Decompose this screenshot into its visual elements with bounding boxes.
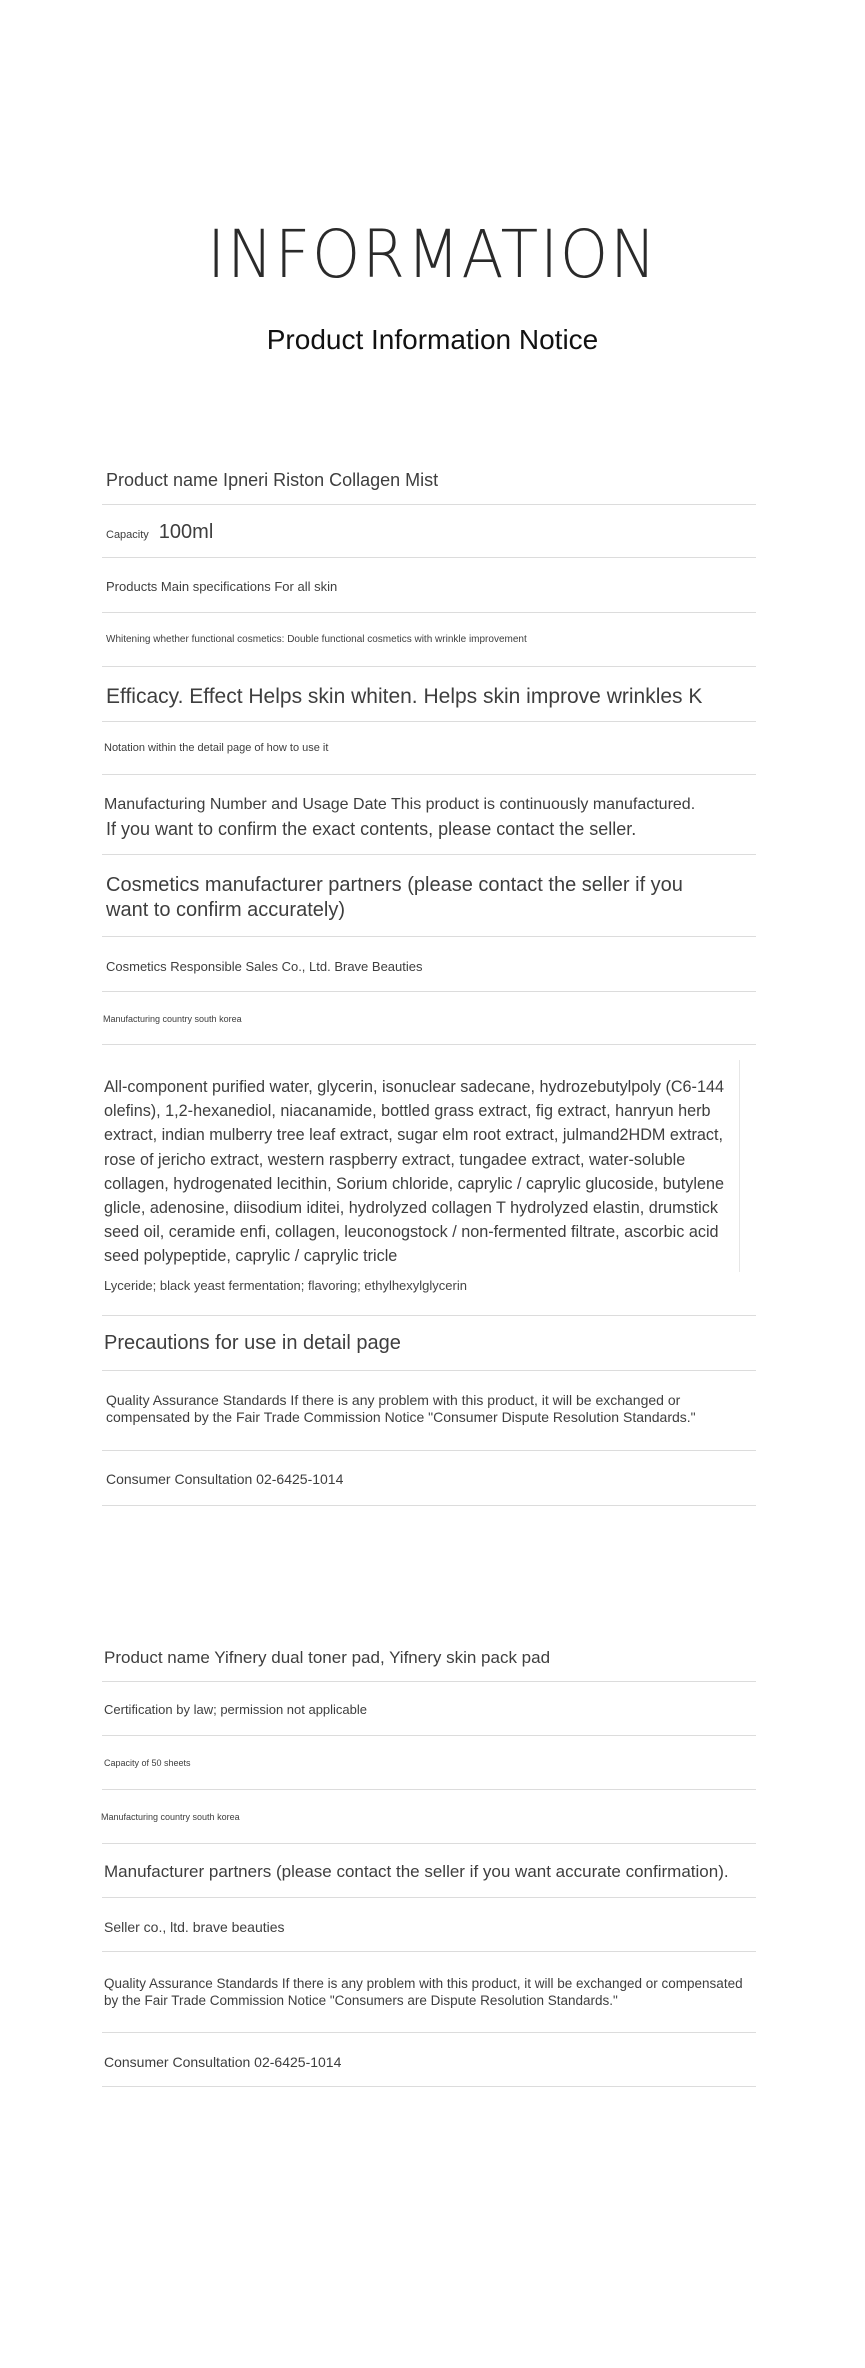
p1-responsible-sales-row xyxy=(102,937,756,992)
p2-manufacturer: Manufacturer partners (please contact the seller if you want accurate confirmation). xyxy=(104,1862,729,1881)
p2-manufacturer-row xyxy=(102,1844,756,1898)
p1-manufacturing-row xyxy=(102,775,756,855)
p2-seller: Seller co., ltd. brave beauties xyxy=(104,1919,285,1935)
p2-certification: Certification by law; permission not applicable xyxy=(104,1702,368,1717)
p1-country-row xyxy=(102,992,756,1045)
p1-consultation-row xyxy=(102,1451,756,1506)
p2-quality-row xyxy=(102,1952,756,2033)
p1-notation: Notation within the detail page of how to use it xyxy=(104,742,329,754)
p2-product-name-row xyxy=(102,1625,756,1682)
p1-capacity-value: 100ml xyxy=(158,521,214,543)
p1-precautions: Precautions for use in detail page xyxy=(104,1332,401,1354)
p1-ingredients: All-component purified water, glycerin, isonuclear sadecane, hydrozebutylpoly (C6-144 olefins), 1,2-hexanediol, niacanamide, bottled grass extract, fig extract, hanryun herb extract, indian mulberry tree leaf extract, sugar elm root extract, julmand2HDM extract, rose of jericho extract, western raspberry extract, tungadee extract, water-soluble collagen, hydrogenated lecithin, Sorium chloride, caprylic / caprylic glucoside, butylene glicle, adenosine, diisodium iditei, hydrolyzed collagen T hydrolyzed elastin, drumstick seed oil, ceramide enfi, collagen, leuconogstock / non-fermented filtrate, ascorbic acid seed polypeptide, caprylic / caprylic tricle xyxy=(104,1078,724,1266)
p2-quality: Quality Assurance Standards If there is any problem with this product, it will be exchanged or compensated by the Fair Trade Commission Notice "Consumers are Dispute Resolution Standards." xyxy=(104,1976,743,2008)
p2-capacity-row xyxy=(102,1736,756,1790)
p1-capacity xyxy=(106,520,756,544)
p1-responsible-sales: Cosmetics Responsible Sales Co., Ltd. Brave Beauties xyxy=(106,959,423,974)
p1-product-name-row xyxy=(102,452,756,505)
p2-product-name: Product name Yifnery dual toner pad, Yifnery skin pack pad xyxy=(104,1648,551,1667)
p2-consultation-row xyxy=(102,2033,756,2087)
p2-certification-row xyxy=(102,1682,756,1736)
p1-capacity-row xyxy=(102,505,756,558)
p1-precautions-row xyxy=(102,1316,756,1371)
page-title: INFORMATION xyxy=(207,216,658,293)
p1-consultation: Consumer Consultation 02-6425-1014 xyxy=(106,1471,344,1487)
p2-consultation: Consumer Consultation 02-6425-1014 xyxy=(104,2054,342,2070)
p1-efficacy: Efficacy. Effect Helps skin whiten. Helps skin improve wrinkles K xyxy=(106,685,703,708)
p1-manufacturing-line1: Manufacturing Number and Usage Date This product is continuously manufactured. xyxy=(104,796,696,813)
p1-functional-row xyxy=(102,613,756,667)
p1-manufacturing-line2: If you want to confirm the exact contents, please contact the seller. xyxy=(106,819,637,839)
p1-capacity-label: Capacity xyxy=(106,529,149,541)
p1-quality: Quality Assurance Standards If there is any problem with this product, it will be exchanged or compensated by the Fair Trade Commission Notice "Consumer Dispute Resolution Standards." xyxy=(106,1392,696,1425)
p1-notation-row xyxy=(102,722,756,775)
p1-ingredients-tail: Lyceride; black yeast fermentation; flavoring; ethylhexylglycerin xyxy=(104,1278,467,1293)
p1-ingredients-row xyxy=(102,1045,756,1316)
p1-product-name: Product name Ipneri Riston Collagen Mist xyxy=(106,470,439,490)
p1-manufacturer-row xyxy=(102,855,756,937)
p1-main-specs: Products Main specifications For all skin xyxy=(106,579,338,594)
p2-seller-row xyxy=(102,1898,756,1952)
p1-quality-row xyxy=(102,1371,756,1451)
page-subtitle: Product Information Notice xyxy=(266,324,599,355)
p1-main-specs-row xyxy=(102,558,756,613)
p2-capacity: Capacity of 50 sheets xyxy=(104,1758,191,1768)
p1-manufacturer: Cosmetics manufacturer partners (please contact the seller if you want to confirm accurately) xyxy=(106,874,683,921)
p2-country-row xyxy=(102,1790,756,1844)
p1-country: Manufacturing country south korea xyxy=(103,1014,242,1024)
p1-functional: Whitening whether functional cosmetics: Double functional cosmetics with wrinkle improvement xyxy=(106,634,527,645)
p2-country: Manufacturing country south korea xyxy=(101,1812,240,1822)
p1-efficacy-row xyxy=(102,667,756,722)
